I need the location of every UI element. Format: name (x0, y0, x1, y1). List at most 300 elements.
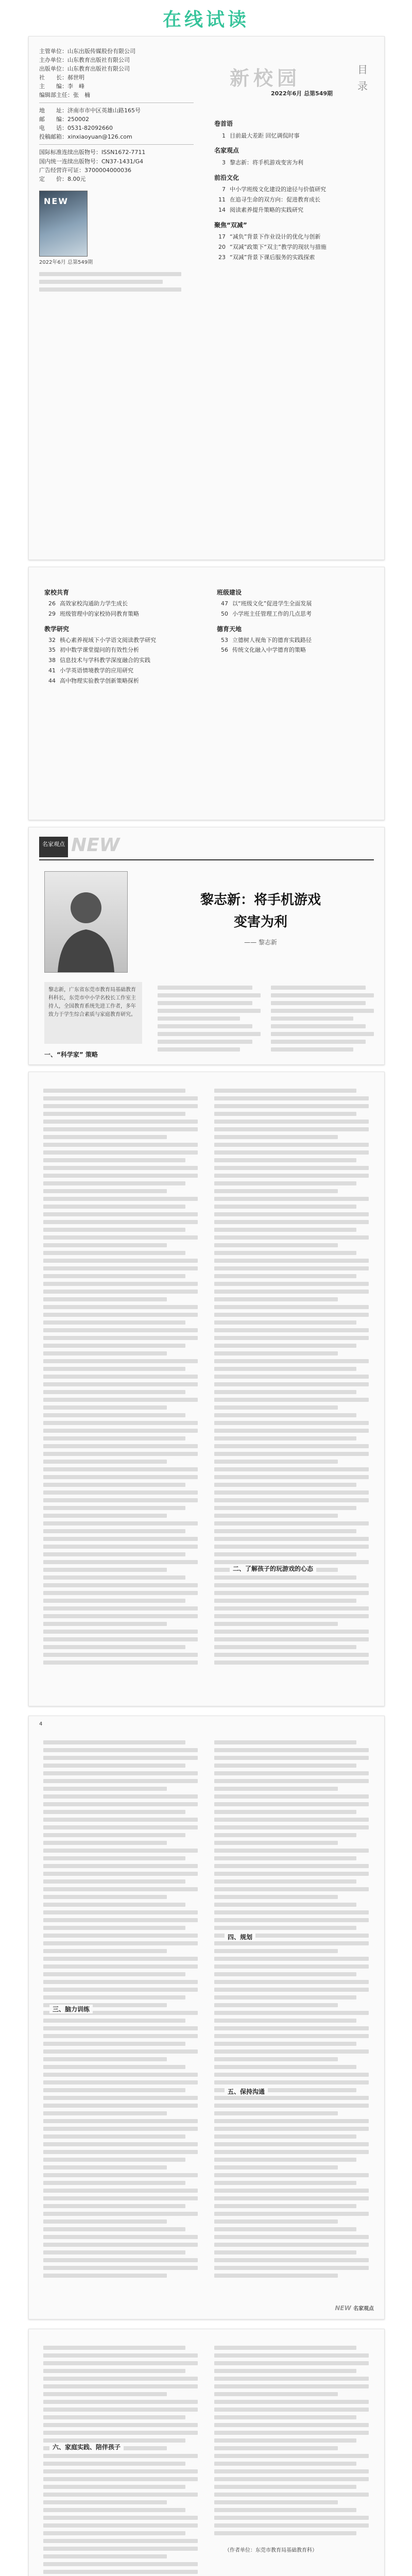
text-placeholder (43, 1918, 198, 1922)
text-placeholder (214, 1995, 356, 1999)
headline-line: 黎志新：将手机游戏 (200, 892, 321, 908)
text-placeholder (214, 2477, 369, 2481)
text-placeholder (43, 1320, 185, 1325)
text-placeholder (43, 1537, 198, 1541)
text-placeholder (43, 2227, 185, 2231)
text-placeholder (43, 1552, 185, 1556)
text-placeholder (43, 1995, 185, 1999)
text-placeholder (214, 1398, 369, 1402)
text-placeholder (214, 1158, 356, 1162)
text-placeholder (214, 2119, 369, 2123)
text-placeholder (214, 1552, 356, 1556)
text-placeholder (214, 1833, 356, 1837)
toc-page-number: 23 (218, 253, 226, 261)
text-placeholder (214, 1436, 356, 1440)
publisher-line: 社 长：郝世明 (39, 74, 84, 81)
text-placeholder (214, 1498, 369, 1502)
text-placeholder (43, 2181, 185, 2185)
text-placeholder (43, 1529, 185, 1533)
text-placeholder (158, 1040, 252, 1044)
toc-title: 在追寻生命的双方向：促进教育成长 (230, 196, 320, 204)
text-placeholder (214, 1313, 369, 1317)
toc-page-2 (28, 567, 385, 820)
journal-logo: 新校园 (230, 66, 301, 90)
page-tag: NEW 名家观点 (335, 2304, 374, 2312)
toc-entry[interactable] (214, 232, 369, 242)
text-placeholder (43, 2150, 198, 2154)
text-placeholder (43, 2111, 167, 2115)
toc-entry[interactable] (214, 131, 369, 141)
text-placeholder (43, 2346, 185, 2350)
toc-entry[interactable] (44, 676, 199, 686)
text-placeholder (43, 2438, 185, 2443)
text-placeholder (43, 1591, 198, 1595)
text-placeholder (214, 1251, 356, 1255)
text-placeholder (43, 1972, 185, 1976)
text-placeholder (214, 2485, 356, 2489)
text-placeholder (43, 1825, 198, 1829)
text-placeholder (158, 1016, 240, 1021)
text-placeholder (214, 1150, 369, 1155)
text-placeholder (214, 2042, 356, 2046)
text-placeholder (43, 1545, 198, 1549)
text-placeholder (43, 1158, 185, 1162)
issue-line: 2022年6月 总第549期 (271, 90, 333, 97)
text-placeholder (43, 2508, 185, 2512)
text-placeholder (43, 1251, 185, 1255)
text-placeholder (43, 2361, 198, 2365)
toc-title: 小学班主任管理工作的几点思考 (232, 610, 312, 617)
text-placeholder (214, 1660, 369, 1665)
text-placeholder (43, 1833, 185, 1837)
toc-entry[interactable] (44, 609, 199, 619)
text-placeholder (43, 2026, 198, 2030)
text-placeholder (43, 2531, 185, 2535)
text-placeholder (43, 1903, 185, 1907)
text-placeholder (214, 2057, 338, 2061)
issn-line: 定 价：8.00元 (39, 175, 86, 182)
text-placeholder (43, 2539, 198, 2543)
toc-page-number: 32 (48, 636, 56, 643)
text-placeholder (214, 1630, 369, 1634)
text-placeholder (43, 1521, 198, 1526)
text-placeholder (43, 1614, 198, 1618)
text-placeholder (214, 2454, 369, 2458)
text-placeholder (43, 1934, 198, 1938)
text-placeholder (43, 1197, 198, 1201)
text-placeholder (43, 1359, 198, 1363)
text-placeholder (43, 1568, 167, 1572)
text-placeholder (214, 2462, 356, 2466)
toc-section-heading: 聚焦“双减” (214, 221, 247, 229)
text-placeholder (43, 2408, 198, 2412)
contact-line: 电 话：0531-82092660 (39, 125, 113, 132)
text-placeholder (214, 2516, 369, 2520)
text-placeholder (43, 1895, 167, 1899)
text-placeholder (43, 2019, 185, 2023)
person-icon (45, 872, 127, 972)
text-placeholder (214, 1849, 369, 1853)
text-placeholder (214, 2400, 369, 2404)
text-placeholder (43, 1104, 198, 1108)
text-placeholder (214, 2531, 356, 2535)
text-placeholder (43, 1841, 167, 1845)
text-placeholder (214, 2243, 369, 2247)
bio-text: 黎志新，广东省东莞市教育局基础教育科科长，东莞市中小学名校长工作室主持人，全国教育系统先进工作者，多年致力于学生综合素质与家庭教育研究。 (48, 987, 136, 1018)
text-placeholder (214, 1382, 369, 1386)
toc-page (28, 36, 385, 560)
text-placeholder (214, 1429, 369, 1433)
text-placeholder (214, 1879, 356, 1884)
toc-entry[interactable] (44, 645, 199, 655)
text-placeholder (214, 2361, 369, 2365)
page-number: 4 (39, 1721, 43, 1727)
toc-title: 传统文化融入中学德育的策略 (232, 647, 306, 654)
text-placeholder (214, 2227, 356, 2231)
text-placeholder (214, 1957, 369, 1961)
toc-entry[interactable] (44, 655, 199, 666)
text-placeholder (43, 1235, 198, 1240)
toc-title: 核心素养视域下小学语文阅读教学研究 (60, 636, 156, 643)
text-placeholder (43, 1949, 167, 1953)
text-placeholder (43, 2096, 198, 2100)
text-placeholder (43, 1475, 198, 1479)
text-placeholder (43, 2516, 198, 2520)
text-placeholder (158, 993, 261, 997)
byline: —— 黎志新 (244, 939, 277, 946)
toc-entry[interactable] (217, 599, 371, 609)
text-placeholder (43, 1436, 185, 1440)
toc-page-number: 1 (222, 132, 226, 139)
text-placeholder (214, 1174, 369, 1178)
toc-title: 阅读素养提升策略的实践研究 (230, 206, 303, 213)
text-placeholder (43, 1220, 198, 1224)
toc-title: 班级管理中的家校协同教育策略 (60, 610, 139, 617)
toc-entry[interactable] (44, 666, 199, 676)
text-placeholder (214, 1529, 356, 1533)
text-placeholder (43, 2500, 167, 2504)
text-placeholder (214, 1205, 356, 1209)
cover-caption: 2022年6月 总第549期 (39, 259, 93, 265)
text-placeholder (43, 1988, 198, 1992)
text-placeholder (271, 1040, 366, 1044)
text-placeholder (214, 1972, 356, 1976)
text-placeholder (43, 2119, 198, 2123)
text-placeholder (43, 1764, 185, 1768)
section-heading: 四、规划 (225, 1933, 255, 1941)
toc-entry[interactable] (217, 609, 371, 619)
text-placeholder (43, 1305, 198, 1309)
text-placeholder (43, 1127, 198, 1131)
text-placeholder (43, 1189, 167, 1193)
text-placeholder (43, 1174, 198, 1178)
text-placeholder (214, 1243, 338, 1247)
text-placeholder (214, 1941, 369, 1945)
toc-page-number: 11 (218, 196, 226, 204)
publisher-line: 编辑部主任：张 楠 (39, 92, 90, 99)
toc-entry[interactable] (214, 195, 369, 205)
text-placeholder (214, 1872, 369, 1876)
section-label: 目录 (357, 63, 368, 92)
contact-line: 投稿邮箱：xinxiaoyuan@126.com (39, 133, 132, 141)
toc-entry[interactable] (214, 252, 369, 263)
text-placeholder (214, 2219, 338, 2224)
text-placeholder (43, 2165, 167, 2170)
text-placeholder (43, 1259, 198, 1263)
text-placeholder (43, 2392, 167, 2396)
text-placeholder (214, 2104, 369, 2108)
text-placeholder (43, 2243, 198, 2247)
text-placeholder (43, 2377, 198, 2381)
text-placeholder (43, 1599, 185, 1603)
text-placeholder (43, 2369, 185, 2373)
text-placeholder (43, 2274, 167, 2278)
toc-section-heading: 卷首语 (214, 120, 233, 127)
text-placeholder (214, 2026, 369, 2030)
article-page (28, 2329, 385, 2576)
text-placeholder (214, 1622, 338, 1626)
text-placeholder (214, 2446, 338, 2450)
text-placeholder (214, 2011, 369, 2015)
text-placeholder (214, 2165, 338, 2170)
text-placeholder (214, 1771, 369, 1775)
text-placeholder (158, 1047, 240, 1052)
text-placeholder (214, 1964, 369, 1969)
text-placeholder (214, 2353, 369, 2358)
toc-entry[interactable] (214, 158, 369, 168)
text-placeholder (214, 1645, 356, 1649)
toc-page-number: 41 (48, 667, 56, 674)
text-placeholder (214, 1212, 369, 1216)
toc-page-number: 26 (48, 600, 56, 607)
text-placeholder (43, 2134, 185, 2139)
text-placeholder (43, 1398, 198, 1402)
text-placeholder (43, 1382, 198, 1386)
text-placeholder (214, 2212, 369, 2216)
text-placeholder (214, 1444, 369, 1448)
toc-title: “减负”背景下作业设计的优化与创新 (230, 233, 321, 241)
text-placeholder (214, 2508, 356, 2512)
text-placeholder (43, 2431, 198, 2435)
text-placeholder (43, 1205, 185, 1209)
toc-entry[interactable] (214, 205, 369, 215)
text-placeholder (214, 1143, 369, 1147)
text-placeholder (43, 2462, 185, 2466)
text-placeholder (43, 1560, 198, 1564)
issn-line: 国内统一连续出版物号：CN37-1431/G4 (39, 158, 144, 165)
toc-entry[interactable] (44, 635, 199, 646)
toc-title: 黎志新：将手机游戏变害为利 (230, 159, 303, 166)
text-placeholder (214, 1282, 369, 1286)
article-column-right (214, 2342, 369, 2539)
toc-entry[interactable] (214, 242, 369, 252)
body-column (158, 982, 261, 1055)
text-placeholder (43, 2235, 198, 2239)
text-placeholder (214, 2065, 356, 2069)
text-placeholder (39, 280, 163, 284)
text-placeholder (43, 1274, 185, 1278)
text-placeholder (214, 1089, 356, 1093)
text-placeholder (214, 2415, 356, 2419)
text-placeholder (43, 1872, 198, 1876)
text-placeholder (158, 1024, 252, 1028)
banner-title: 在线试读 (162, 9, 249, 30)
text-placeholder (43, 1444, 198, 1448)
text-placeholder (271, 1009, 374, 1013)
text-placeholder (214, 1614, 369, 1618)
text-placeholder (214, 2134, 356, 2139)
text-placeholder (214, 2258, 369, 2262)
text-placeholder (214, 1220, 369, 1224)
text-placeholder (214, 1460, 338, 1464)
body-column (271, 982, 374, 1055)
text-placeholder (43, 1879, 185, 1884)
text-placeholder (214, 1988, 369, 1992)
toc-section-heading: 家校共育 (44, 589, 70, 596)
contact-block (39, 106, 194, 141)
text-placeholder (43, 2104, 198, 2108)
text-placeholder (43, 2142, 198, 2146)
text-placeholder (214, 1367, 356, 1371)
text-placeholder (43, 1771, 198, 1775)
text-placeholder (43, 1429, 198, 1433)
text-placeholder (214, 1181, 356, 1185)
column-tag: 名家观点 (39, 837, 68, 857)
text-placeholder (214, 1135, 338, 1139)
text-placeholder (214, 1910, 369, 1914)
text-placeholder (43, 1452, 198, 1456)
article-page (28, 1072, 385, 1706)
toc-section-heading: 德育天地 (217, 625, 242, 633)
text-placeholder (214, 2235, 369, 2239)
text-placeholder (43, 2562, 198, 2566)
text-placeholder (158, 1009, 261, 1013)
column-tag-en: NEW (71, 835, 120, 856)
text-placeholder (214, 2049, 369, 2054)
text-placeholder (43, 1135, 167, 1139)
text-placeholder (214, 1266, 369, 1270)
text-placeholder (43, 1336, 198, 1340)
text-placeholder (43, 1150, 198, 1155)
text-placeholder (214, 1537, 369, 1541)
text-placeholder (214, 2438, 356, 2443)
text-placeholder (43, 1506, 185, 1510)
article-column-right (214, 1737, 369, 2281)
text-placeholder (214, 1841, 338, 1845)
text-placeholder (43, 1630, 198, 1634)
text-placeholder (214, 1864, 369, 1868)
text-placeholder (214, 1235, 369, 1240)
text-placeholder (43, 1143, 198, 1147)
text-placeholder (43, 2219, 167, 2224)
text-placeholder (214, 1104, 369, 1108)
text-placeholder (214, 2158, 356, 2162)
text-placeholder (214, 1228, 356, 1232)
toc-page-number: 14 (218, 206, 226, 213)
text-placeholder (214, 2384, 369, 2388)
text-placeholder (43, 2423, 198, 2427)
text-placeholder (39, 287, 181, 292)
text-placeholder (214, 1166, 369, 1170)
feature-headline (183, 889, 338, 946)
text-placeholder (43, 2080, 198, 2084)
text-placeholder (214, 2493, 369, 2497)
text-placeholder (39, 272, 181, 276)
toc-entry[interactable] (44, 599, 199, 609)
toc-entry[interactable] (214, 184, 369, 195)
text-placeholder (43, 2212, 198, 2216)
text-placeholder (214, 1120, 369, 1124)
toc-entry[interactable] (217, 635, 371, 646)
publisher-line: 主 编：李 峰 (39, 83, 84, 90)
text-placeholder (214, 2408, 369, 2412)
text-placeholder (43, 1756, 198, 1760)
text-placeholder (43, 1282, 198, 1286)
text-placeholder (214, 1599, 356, 1603)
toc-section-heading: 名家观点 (214, 147, 239, 155)
text-placeholder (43, 2547, 198, 2551)
author-photo (44, 871, 128, 973)
text-placeholder (43, 1787, 167, 1791)
publisher-line: 出版单位：山东教育出版社有限公司 (39, 65, 130, 73)
text-placeholder (214, 1189, 338, 1193)
text-placeholder (43, 2454, 198, 2458)
toc-list-left (44, 583, 199, 686)
text-placeholder (43, 1637, 198, 1641)
toc-entry[interactable] (217, 645, 371, 655)
issn-block (39, 148, 194, 183)
text-placeholder (214, 1764, 356, 1768)
text-placeholder (43, 2204, 185, 2208)
text-placeholder (214, 1591, 369, 1595)
toc-section-heading: 班级建设 (217, 589, 242, 596)
toc-title: “双减”政策下“双主”教学的现状与措施 (230, 244, 327, 251)
text-placeholder (214, 2431, 369, 2435)
text-placeholder (214, 1740, 356, 1744)
masthead-notes (39, 272, 194, 292)
text-placeholder (214, 2346, 356, 2350)
section-heading: 二、了解孩子的玩游戏的心态 (230, 1564, 316, 1573)
text-placeholder (271, 1047, 353, 1052)
section-heading: 一、“科学家” 策略 (44, 1051, 98, 1058)
text-placeholder (214, 1405, 338, 1410)
text-placeholder (43, 1112, 185, 1116)
text-placeholder (214, 2073, 369, 2077)
toc-page-number: 20 (218, 244, 226, 251)
toc-section-heading: 教学研究 (44, 625, 70, 633)
text-placeholder (271, 1016, 353, 1021)
text-placeholder (43, 2570, 198, 2574)
text-placeholder (214, 1375, 369, 1379)
toc-title: 以“班级文化”促进学生全面发展 (232, 600, 312, 607)
text-placeholder (43, 2485, 185, 2489)
text-placeholder (43, 2469, 198, 2473)
text-placeholder (214, 1787, 338, 1791)
text-placeholder (214, 1583, 369, 1587)
divider (39, 144, 194, 145)
text-placeholder (43, 1794, 198, 1799)
text-placeholder (214, 1949, 338, 1953)
text-placeholder (214, 1452, 369, 1456)
text-placeholder (43, 2065, 185, 2069)
toc-page-number: 50 (221, 610, 228, 617)
text-placeholder (43, 1212, 198, 1216)
text-placeholder (43, 1297, 167, 1301)
text-placeholder (43, 1660, 198, 1665)
toc-page-number: 7 (222, 186, 226, 193)
text-placeholder (43, 1096, 198, 1100)
text-placeholder (214, 2019, 356, 2023)
